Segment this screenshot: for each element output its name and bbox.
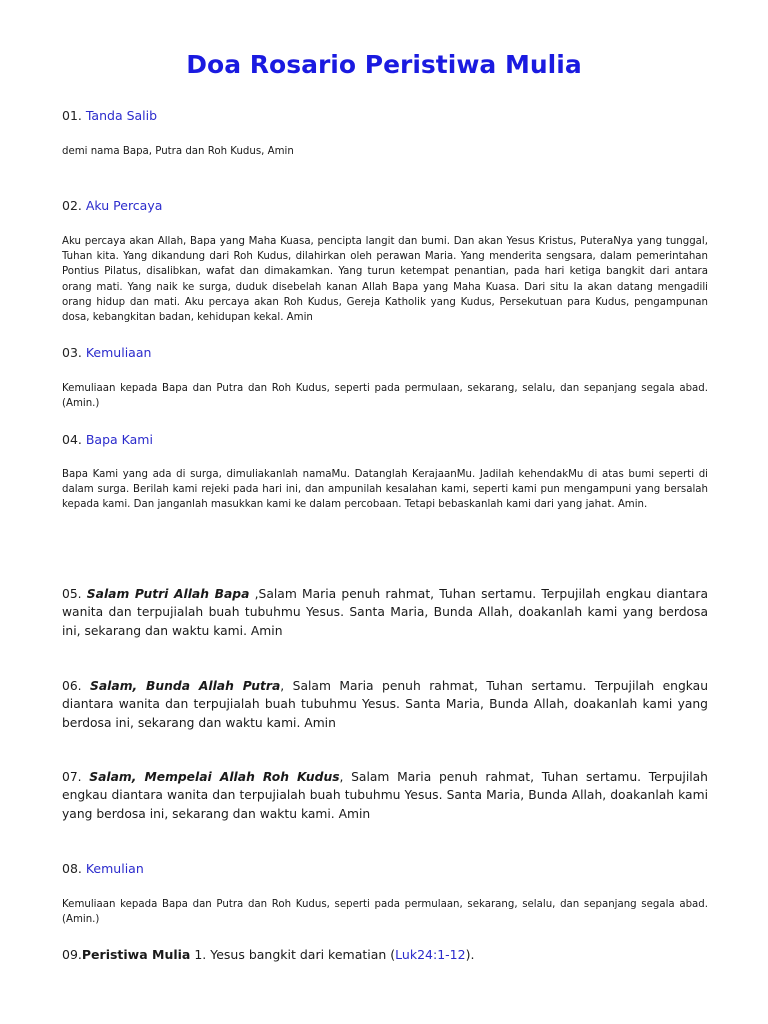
section-number: 01.	[62, 108, 86, 123]
section-number: 03.	[62, 345, 86, 360]
page-title: Doa Rosario Peristiwa Mulia	[186, 50, 582, 79]
salam-mempelai-allah-roh-kudus-label: Salam, Mempelai Allah Roh Kudus	[89, 770, 340, 784]
section-05-body: ,Salam Maria penuh rahmat, Tuhan sertamu. Terpujilah engkau diantara wanita dan terpujialah buah tubuhmu Yesus. Santa Maria, Bunda Allah, doakanlah kami yang berdosa ini, sekarang dan waktu kami. Amin	[62, 587, 708, 638]
bapa-kami-link[interactable]: Bapa Kami	[85, 432, 153, 447]
section-07-paragraph	[62, 768, 708, 823]
section-number: 04.	[62, 432, 86, 447]
mystery-text: 1. Yesus bangkit dari kematian (	[190, 947, 396, 962]
section-04-heading	[62, 432, 153, 447]
section-number: 07.	[62, 770, 90, 784]
tanda-salib-link[interactable]: Tanda Salib	[85, 108, 158, 123]
section-02-body: Aku percaya akan Allah, Bapa yang Maha Kuasa, pencipta langit dan bumi. Dan akan Yesus Kristus, PuteraNya yang tunggal, Tuhan kita. Yang dikandung dari Roh Kudus, dilahirkan oleh perawan Maria. Yang menderita sengsara, dalam pemerintahan Pontius Pilatus, disalibkan, wafat dan dimakamkan. Yang turun ketempat penantian, pada hari ketiga bangkit dari antara orang mati. Yang naik ke surga, duduk disebelah kanan Allah Bapa yang Maha Kuasa. Dari situ Ia akan datang mengadili orang hidup dan mati. Aku percaya akan Roh Kudus, Gereja Katholik yang Kudus, Persekutuan para Kudus, pengampunan dosa, kebangkitan badan, kehidupan kekal. Amin	[62, 236, 708, 324]
section-01-heading	[62, 108, 157, 123]
section-02-heading	[62, 198, 162, 213]
section-03-heading	[62, 345, 151, 360]
mystery-text-end: ).	[465, 947, 475, 962]
section-08-heading	[62, 861, 144, 876]
salam-bunda-allah-putra-label: Salam, Bunda Allah Putra	[90, 679, 281, 693]
section-01-body: demi nama Bapa, Putra dan Roh Kudus, Amin	[62, 146, 294, 157]
section-number: 02.	[62, 198, 86, 213]
salam-putri-allah-bapa-label: Salam Putri Allah Bapa	[86, 587, 250, 601]
section-number: 06.	[62, 679, 91, 693]
section-07-body: , Salam Maria penuh rahmat, Tuhan sertamu. Terpujilah engkau diantara wanita dan terpujialah buah tubuhmu Yesus. Santa Maria, Bunda Allah, doakanlah kami yang berdosa ini, sekarang dan waktu kami. Amin	[62, 770, 708, 821]
section-04-body: Bapa Kami yang ada di surga, dimuliakanlah namaMu. Datanglah KerajaanMu. Jadilah kehendakMu di atas bumi seperti di dalam surga. Berilah kami rejeki pada hari ini, dan ampunilah kesalahan kami, seperti kami pun mengampuni yang bersalah kepada kami. Dan janganlah masukkan kami ke dalam percobaan. Tetapi bebaskanlah kami dari yang jahat. Amin.	[62, 469, 708, 511]
section-number: 08.	[62, 861, 86, 876]
section-09-line	[62, 947, 474, 962]
aku-percaya-link[interactable]: Aku Percaya	[85, 198, 163, 213]
section-06-body: , Salam Maria penuh rahmat, Tuhan sertamu. Terpujilah engkau diantara wanita dan terpujialah buah tubuhmu Yesus. Santa Maria, Bunda Allah, doakanlah kami yang berdosa ini, sekarang dan waktu kami. Amin	[62, 679, 708, 730]
section-05-paragraph	[62, 585, 708, 640]
peristiwa-mulia-label: Peristiwa Mulia	[81, 947, 191, 962]
section-08-body: Kemuliaan kepada Bapa dan Putra dan Roh Kudus, seperti pada permulaan, sekarang, selalu, dan sepanjang segala abad. (Amin.)	[62, 899, 708, 926]
kemuliaan-link[interactable]: Kemuliaan	[85, 345, 152, 360]
section-06-paragraph	[62, 677, 708, 732]
section-number: 09.	[62, 947, 82, 962]
section-03-body: Kemuliaan kepada Bapa dan Putra dan Roh Kudus, seperti pada permulaan, sekarang, selalu, dan sepanjang segala abad. (Amin.)	[62, 383, 708, 410]
kemulian-link[interactable]: Kemulian	[85, 861, 144, 876]
luk24-link[interactable]: Luk24:1-12	[395, 947, 466, 962]
section-number: 05.	[62, 587, 87, 601]
